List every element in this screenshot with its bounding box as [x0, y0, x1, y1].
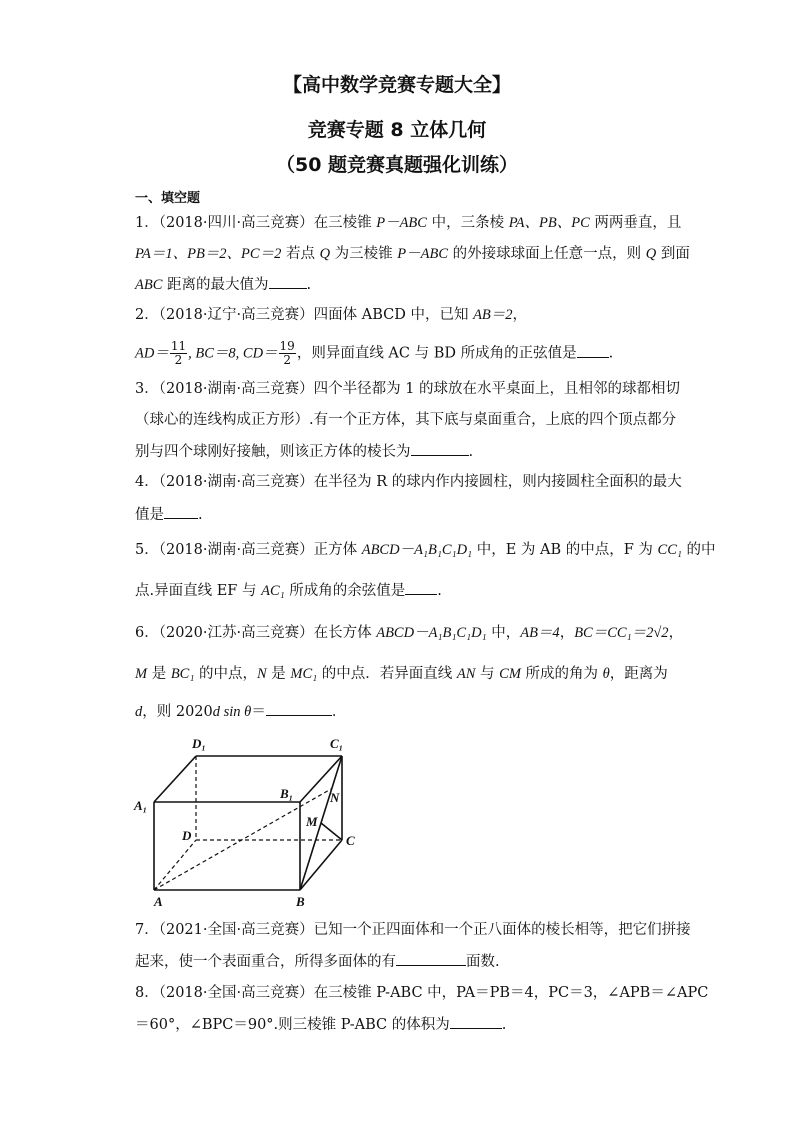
q4-line1 — [135, 472, 682, 492]
q5-source: （2018·湖南·高三竞赛） — [158, 542, 314, 558]
q2-number: 2． — [135, 307, 159, 323]
label-M: M — [306, 814, 318, 829]
q3-line2: （球心的连线构成正方形）.有一个正方体，其下底与桌面重合，上底的四个顶点都分 — [135, 412, 677, 428]
q1-math: PA、PB、PC — [508, 215, 590, 231]
q6-math: AB＝4 — [520, 625, 560, 641]
q6-text: ，则 2020 — [142, 704, 213, 720]
q6-text: ． — [331, 704, 347, 720]
q1-math: PA＝1、PB＝2、PC＝2 — [135, 246, 282, 262]
q6-line1 — [135, 623, 683, 643]
q1-source: （2018·四川·高三竞赛） — [158, 215, 314, 231]
q5-math: CC₁ — [657, 542, 682, 558]
q1-text: 距离的最大值为 — [162, 277, 269, 293]
q1-text: 在三棱锥 — [313, 215, 377, 231]
q6-math: BC＝CC₁＝2√2 — [574, 625, 669, 641]
q6-math: d sin θ — [212, 704, 252, 720]
q6-text: ，距离为 — [609, 666, 668, 682]
q6-text: 所成的角为 — [520, 666, 603, 682]
q1-number: 1． — [135, 215, 159, 231]
q5-text: 中，E 为 AB 的中点，F 为 — [472, 542, 658, 558]
q7-number: 7． — [135, 922, 159, 938]
q8-line1 — [135, 983, 708, 1003]
q1-math: P－ABC — [397, 246, 449, 262]
numerator: 19 — [279, 339, 295, 353]
q1-math: Q — [319, 246, 331, 262]
q2-text: . — [608, 345, 614, 362]
q5-line1 — [135, 540, 716, 560]
q6-math: BC₁ — [170, 666, 195, 682]
label-A: A — [154, 894, 163, 909]
label-D: D — [182, 828, 192, 843]
q2-math: AB＝2 — [473, 307, 513, 323]
q2-line2 — [135, 340, 613, 367]
q8-text: . — [501, 1017, 507, 1033]
q1-line2 — [135, 244, 690, 264]
q6-text: 中， — [486, 625, 521, 641]
q6-math: MC₁ — [290, 666, 318, 682]
q1-math: P－ABC — [376, 215, 427, 231]
cuboid-figure — [130, 730, 370, 910]
numerator: 11 — [170, 339, 187, 353]
q8-text: ＝60°，∠BPC＝90°.则三棱锥 P-ABC 的体积为 — [135, 1017, 450, 1033]
subtitle: （50 题竞赛真题强化训练） — [275, 154, 519, 176]
answer-blank[interactable] — [269, 274, 307, 289]
document-title: 【高中数学竞赛专题大全】 — [282, 74, 511, 96]
q7-source: （2021·全国·高三竞赛） — [158, 922, 314, 938]
q1-line3 — [135, 274, 311, 295]
label-B1: B₁ — [280, 786, 294, 801]
denominator: 2 — [283, 353, 291, 367]
q6-text: 是 — [147, 666, 171, 682]
q5-text: 的中 — [681, 542, 716, 558]
label-C: C — [346, 833, 355, 848]
q5-math: ABCD－A₁B₁C₁D₁ — [361, 542, 473, 558]
q6-number: 6． — [135, 625, 159, 641]
q3-text: 别与四个球刚好接触，则该正方体的棱长为 — [135, 444, 411, 460]
q4-number: 4． — [135, 474, 159, 490]
q8-number: 8． — [135, 985, 159, 1001]
edge-AD — [154, 840, 196, 890]
q2-source: （2018·辽宁·高三竞赛） — [158, 307, 314, 323]
q1-math: Q — [645, 246, 657, 262]
q2-text: 四面体 ABCD 中，已知 — [313, 307, 474, 323]
answer-blank[interactable] — [450, 1014, 502, 1029]
q6-math: d — [135, 704, 143, 720]
q2-math: , BC＝8, CD＝ — [188, 345, 278, 362]
answer-blank[interactable] — [396, 951, 466, 966]
q6-math: N — [257, 666, 267, 682]
q1-text: 为三棱锥 — [330, 246, 398, 262]
section-heading: 一、填空题 — [135, 191, 201, 206]
q4-text: 值是 — [135, 507, 164, 523]
q1-math: ABC — [135, 277, 163, 293]
q5-math: AC₁ — [261, 583, 285, 599]
q1-text: 若点 — [281, 246, 320, 262]
q1-text: 的外接球球面上任意一点，则 — [448, 246, 646, 262]
answer-blank[interactable] — [266, 701, 332, 716]
label-D1: D₁ — [192, 736, 206, 751]
label-C1: C₁ — [330, 736, 344, 751]
q5-text: . — [437, 583, 442, 599]
q6-text: 与 — [475, 666, 500, 682]
q3-line1 — [135, 379, 680, 399]
q6-line2 — [135, 664, 668, 684]
q2-text: ， — [512, 307, 528, 323]
q6-text: ＝ — [251, 704, 266, 720]
q6-math: θ — [602, 666, 610, 682]
answer-blank[interactable] — [577, 343, 609, 358]
edge-BC — [300, 840, 342, 890]
label-A1: A₁ — [134, 798, 148, 813]
q3-text: 四个半径都为 1 的球放在水平桌面上，且相邻的球都相切 — [313, 381, 681, 397]
q2-line1 — [135, 305, 527, 325]
q7-line2 — [135, 951, 500, 972]
edge-A1D1 — [154, 756, 196, 802]
q2-math: AD＝ — [135, 345, 169, 362]
q2-text: ，则异面直线 AC 与 BD 所成角的正弦值是 — [296, 345, 577, 362]
q5-number: 5． — [135, 542, 159, 558]
q7-line1 — [135, 920, 691, 940]
q6-source: （2020·江苏·高三竞赛） — [158, 625, 314, 641]
q1-text: . — [306, 277, 312, 293]
answer-blank[interactable] — [164, 504, 198, 519]
q6-text: 的中点．若异面直线 — [317, 666, 457, 682]
q6-line3 — [135, 701, 346, 722]
topic-title: 竞赛专题 8 立体几何 — [307, 119, 487, 141]
answer-blank[interactable] — [405, 580, 437, 595]
q1-text: 两两垂直，且 — [589, 215, 682, 231]
q6-text: ， — [559, 625, 575, 641]
label-B: B — [296, 894, 305, 909]
q6-math: AN — [456, 666, 476, 682]
q4-text: 在半径为 R 的球内作内接圆柱，则内接圆柱全面积的最大 — [313, 474, 682, 490]
q6-text: ， — [668, 625, 684, 641]
q4-source: （2018·湖南·高三竞赛） — [158, 474, 314, 490]
q1-text: 到面 — [656, 246, 690, 262]
fraction — [279, 340, 296, 367]
answer-blank[interactable] — [411, 441, 469, 456]
q1-line1 — [135, 213, 681, 233]
q3-line3 — [135, 441, 473, 462]
q5-text: 点.异面直线 EF 与 — [135, 583, 262, 599]
q7-text: 已知一个正四面体和一个正八面体的棱长相等，把它们拼接 — [313, 922, 691, 938]
q3-text: . — [468, 444, 474, 460]
q5-text: 正方体 — [313, 542, 362, 558]
q7-text: 起来，使一个表面重合，所得多面体的有 — [135, 954, 396, 970]
q1-text: 中，三条棱 — [426, 215, 509, 231]
line-MC — [321, 823, 342, 840]
q3-number: 3． — [135, 381, 159, 397]
q4-text: . — [198, 507, 203, 523]
q5-line2 — [135, 580, 442, 601]
q8-line2 — [135, 1014, 506, 1035]
q6-math: ABCD－A₁B₁C₁D₁ — [376, 625, 487, 641]
q5-text: 所成角的余弦值是 — [284, 583, 406, 599]
q6-text: 在长方体 — [313, 625, 377, 641]
q8-source: （2018·全国·高三竞赛） — [158, 985, 314, 1001]
q6-text: 是 — [266, 666, 291, 682]
q4-line2 — [135, 504, 203, 525]
fraction — [170, 340, 187, 367]
q3-source: （2018·湖南·高三竞赛） — [158, 381, 314, 397]
label-N: N — [330, 790, 340, 805]
q6-text: 的中点， — [194, 666, 257, 682]
denominator: 2 — [174, 353, 183, 367]
q6-math: CM — [499, 666, 521, 682]
q7-text: 面数. — [466, 954, 500, 970]
q8-text: 在三棱锥 P-ABC 中，PA＝PB＝4，PC＝3，∠APB＝∠APC — [313, 985, 709, 1001]
q6-math: M — [135, 666, 148, 682]
